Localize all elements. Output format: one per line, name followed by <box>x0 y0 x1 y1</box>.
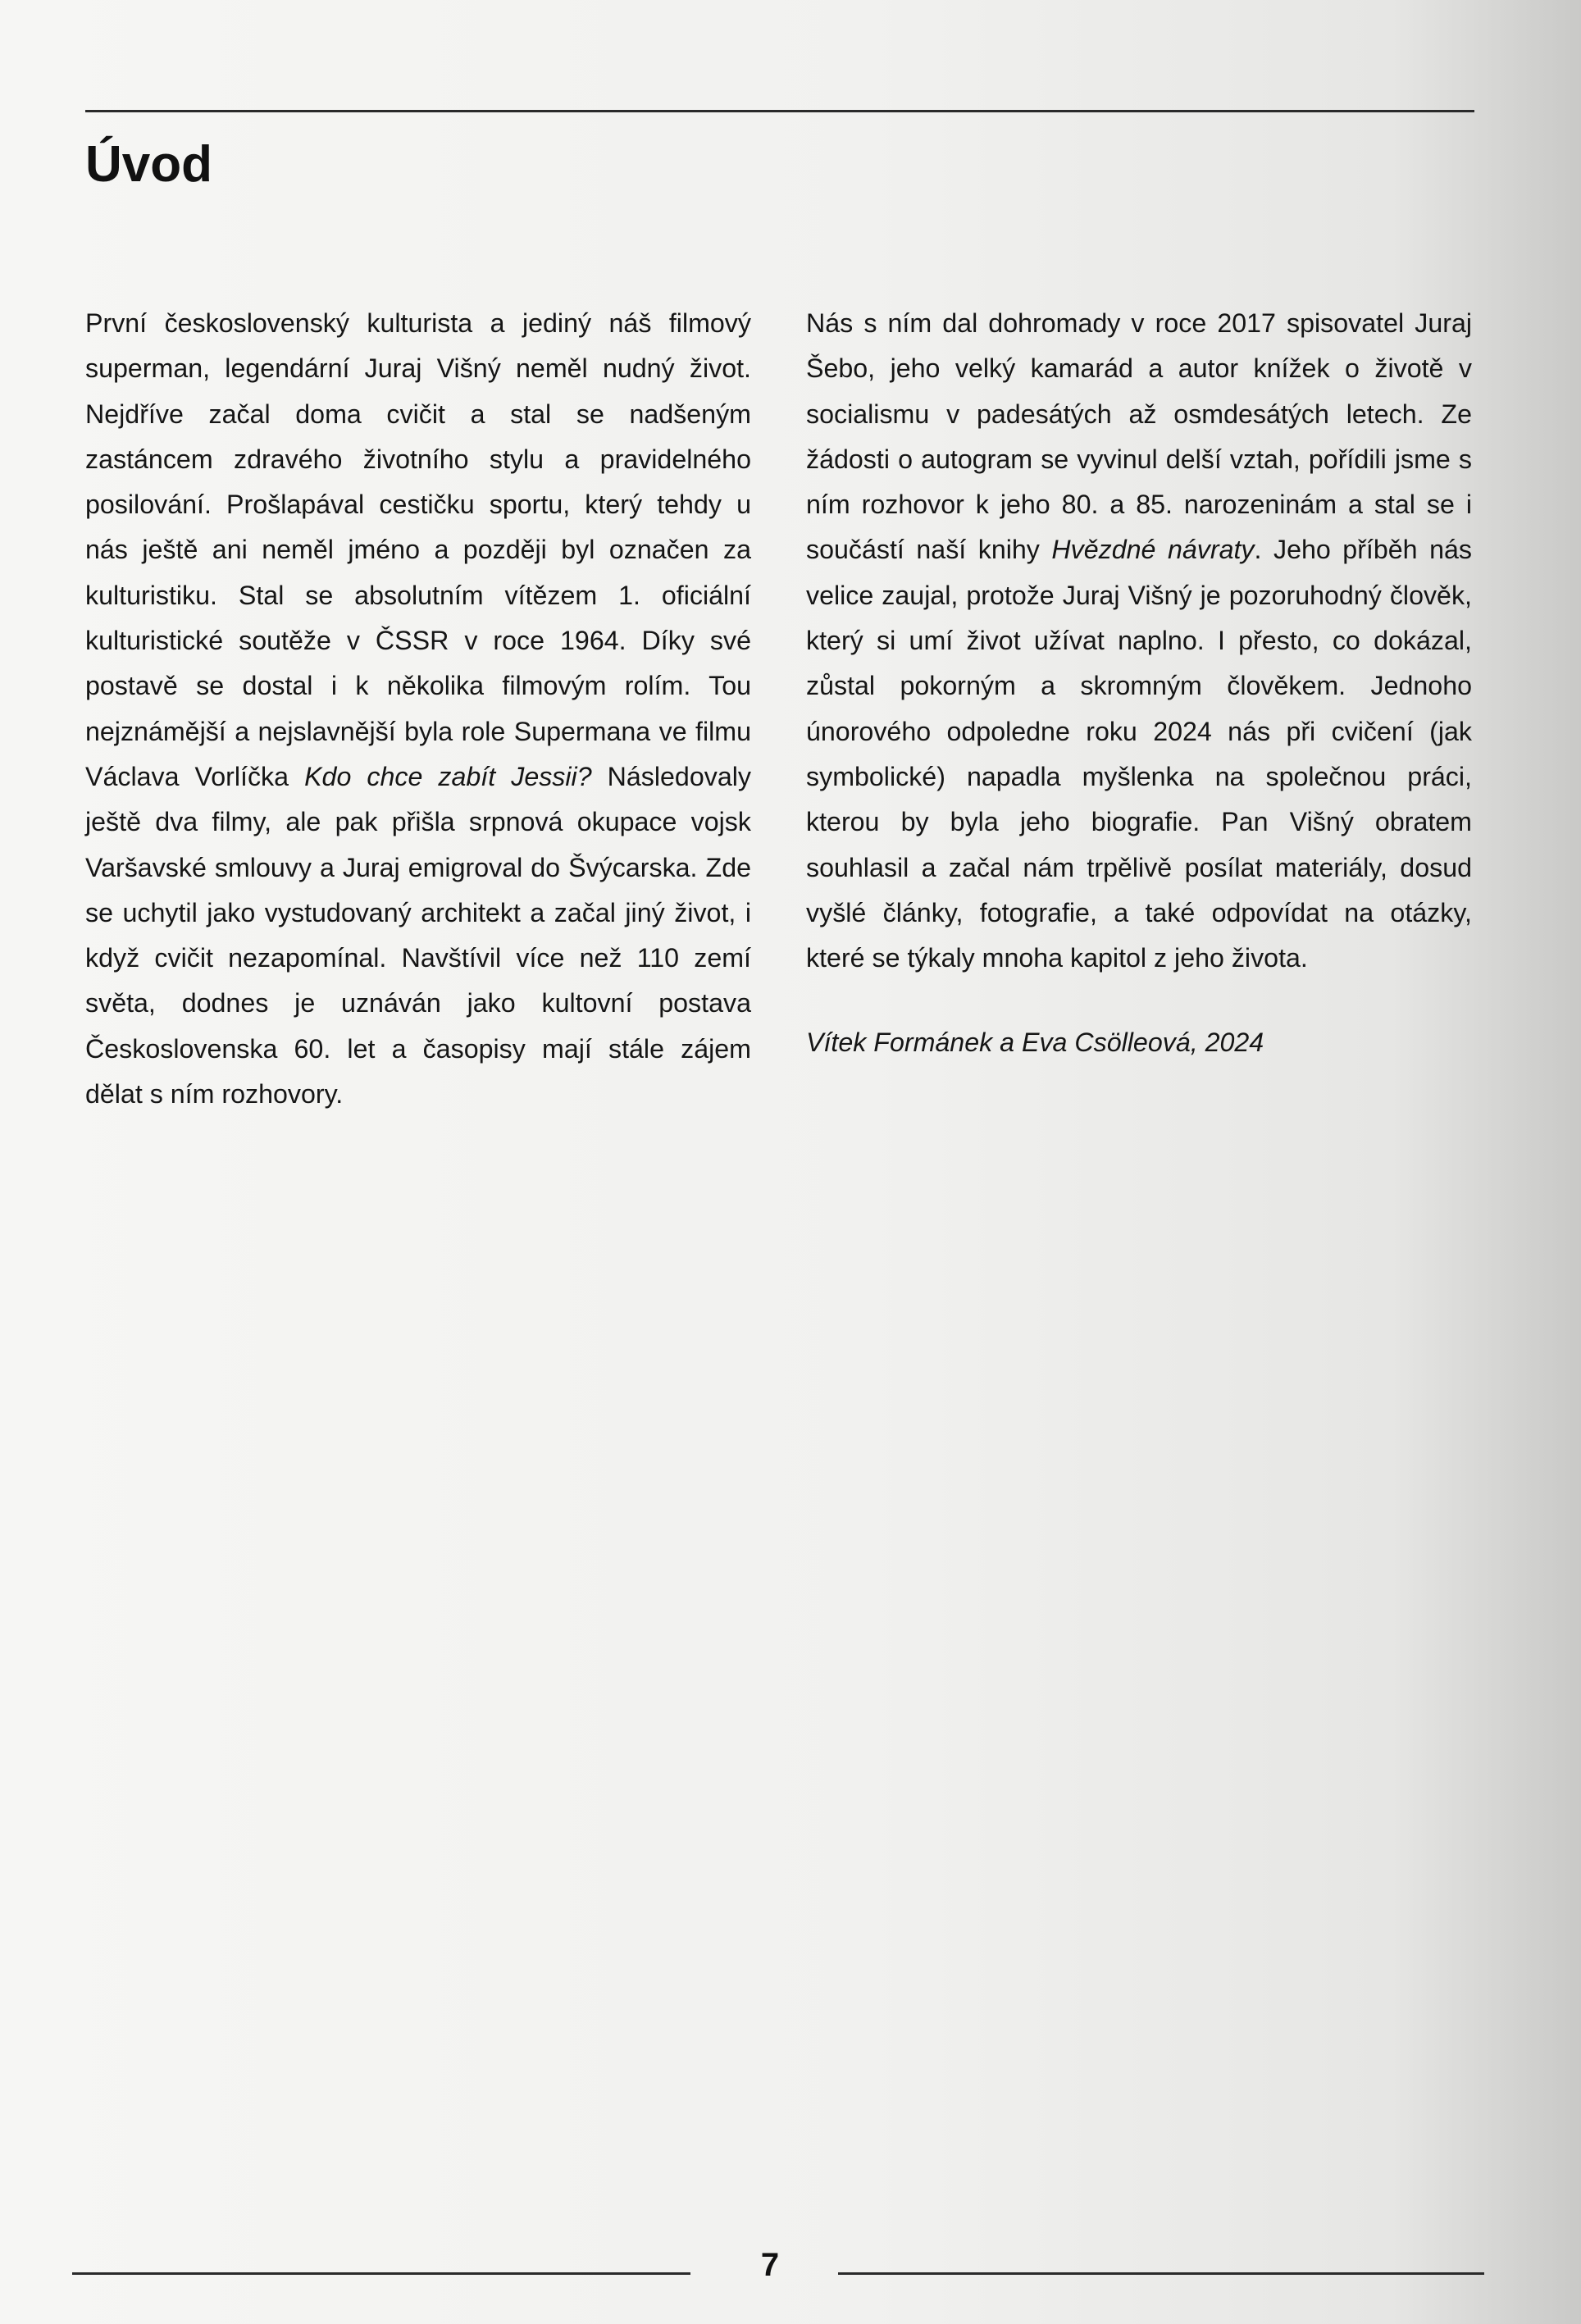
intro-text-part1: První československý kulturista a jediný náš filmový superman, legendární Juraj Višný neměl nudný život. Nejdříve začal doma cvičit a stal se nadšeným zastáncem zdravého životního stylu a pravidelného posilování. Prošlapával cestičku sportu, který tehdy u nás ještě ani neměl jméno a později byl označen za kulturistiku. Stal se absolutním vítězem 1. oficiální kulturistické soutěže v ČSSR v roce 1964. Díky své postavě se dostal i k několika filmovým rolím. Tou nejznámější a nejslavnější byla role Supermana ve filmu Václava Vorlíčka <box>85 308 751 791</box>
film-title: Kdo chce zabít Jessii? <box>304 761 592 791</box>
right-column <box>806 301 1472 1066</box>
intro-text-part2: Následovaly ještě dva filmy, ale pak přišla srpnová okupace vojsk Varšavské smlouvy a Juraj emigroval do Švýcarska. Zde se uchytil jako vystudovaný architekt a začal jiný život, i když cvičit nezapomínal. Navštívil více než 110 zemí světa, dodnes je uznáván jako kultovní postava Československa 60. let a časopisy mají stále zájem dělat s ním rozhovory. <box>85 761 751 1110</box>
authors-text-part1: Nás s ním dal dohromady v roce 2017 spisovatel Juraj Šebo, jeho velký kamarád a autor knížek o životě v socialismu v padesátých až osmdesátých letech. Ze žádosti o autogram se vyvinul delší vztah, pořídili jsme s ním rozhovor k jeho 80. a 85. narozeninám a stal se i součástí naší knihy <box>806 308 1472 565</box>
chapter-heading: Úvod <box>85 136 212 193</box>
page-number: 7 <box>760 2247 780 2283</box>
bottom-left-rule <box>72 2272 690 2275</box>
top-rule <box>85 110 1474 112</box>
intro-paragraph <box>85 301 751 1117</box>
signature: Vítek Formánek a Eva Csölleová, 2024 <box>806 1028 1264 1058</box>
book-title: Hvězdné návraty <box>1051 535 1255 565</box>
authors-paragraph <box>806 301 1472 981</box>
authors-text-part2: . Jeho příběh nás velice zaujal, protože Juraj Višný je pozoruhodný člověk, který si umí život užívat naplno. I přesto, co dokázal, zůstal pokorným a skromným člověkem. Jednoho únorového odpoledne roku 2024 nás při cvičení (jak symbolické) napadla myšlenka na společnou práci, kterou by byla jeho biografie. Pan Višný obratem souhlasil a začal nám trpělivě posílat materiály, dosud vyšlé články, fotografie, a také odpovídat na otázky, které se týkaly mnoha kapitol z jeho života. <box>806 535 1472 973</box>
bottom-right-rule <box>838 2272 1484 2275</box>
left-column <box>85 301 751 1117</box>
